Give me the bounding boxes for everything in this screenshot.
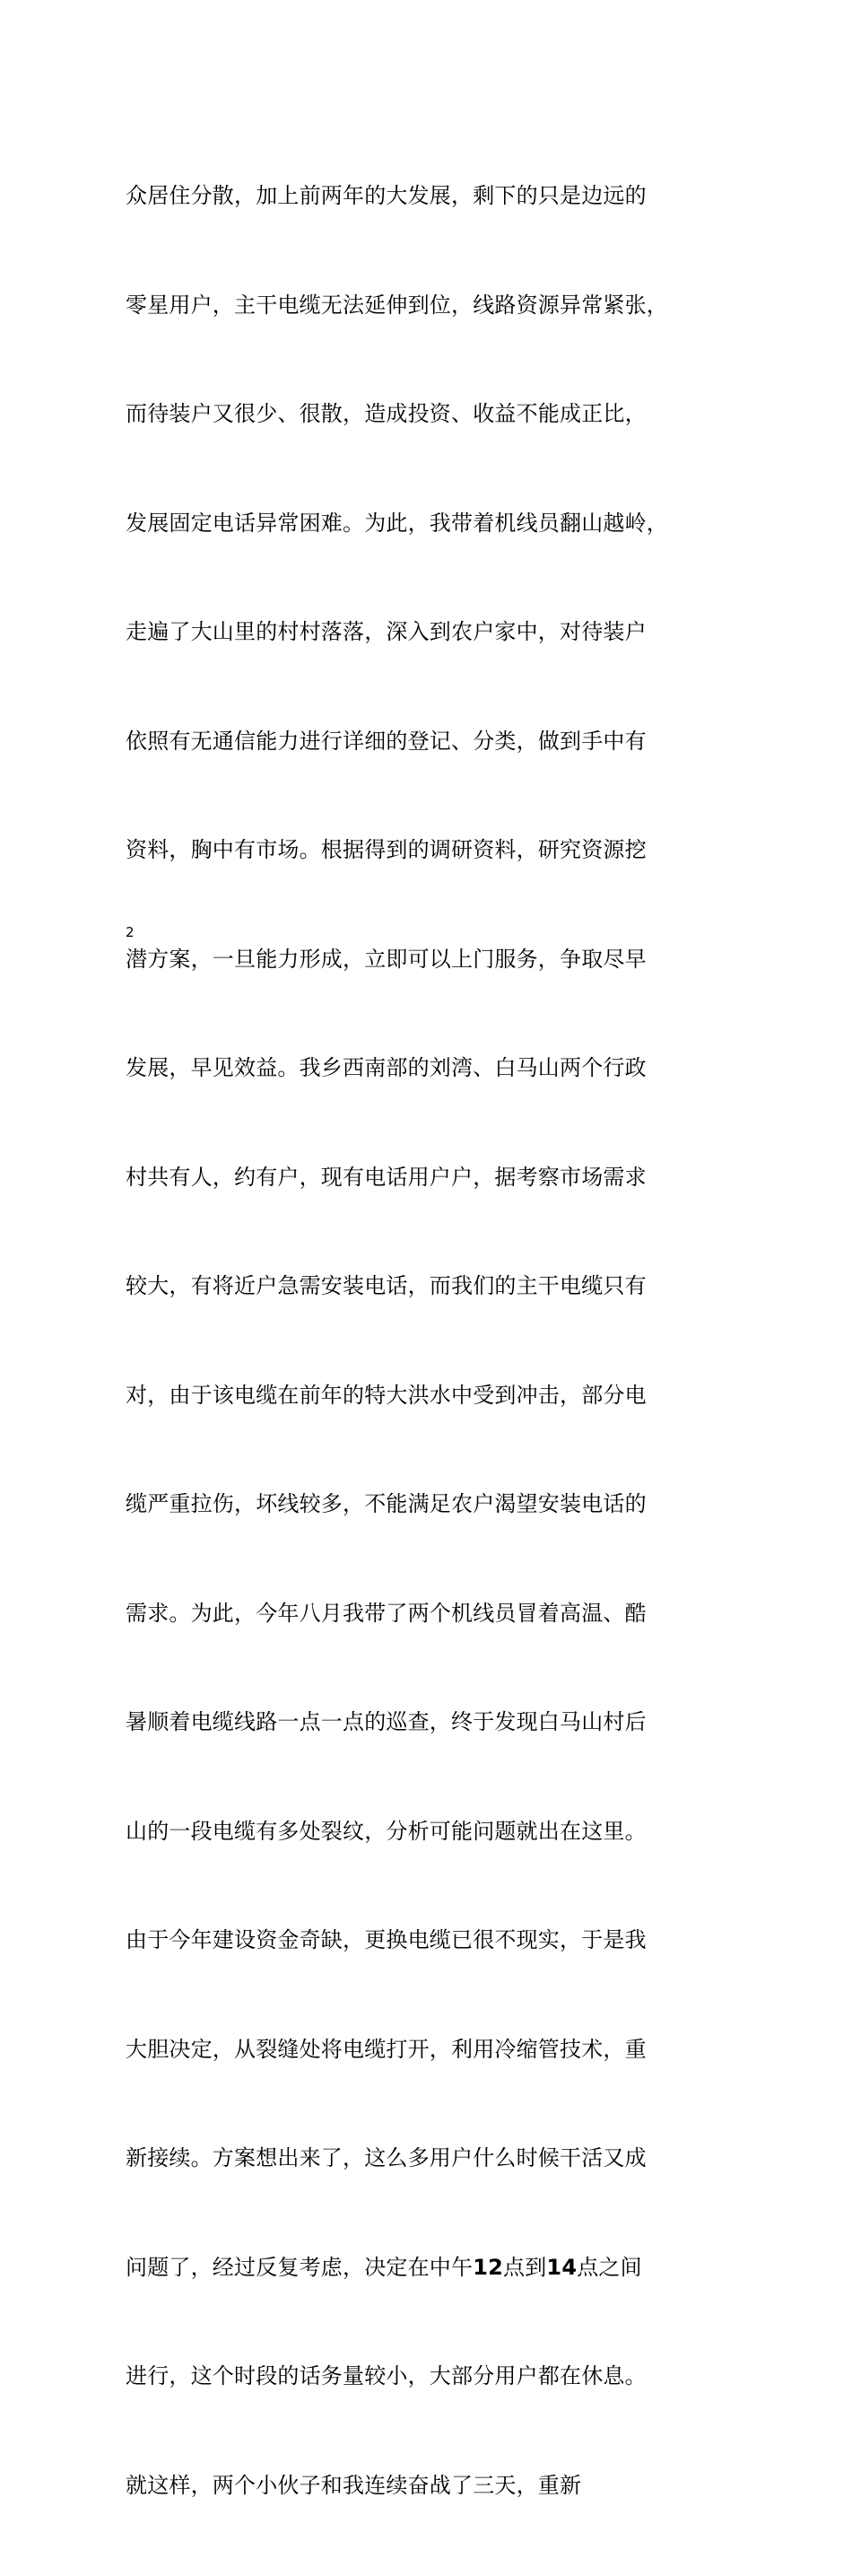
- text-line-20-part-3: 点之间: [577, 2254, 642, 2280]
- text-line-8: 潜方案，一旦能力形成，立即可以上门服务，争取尽早: [126, 946, 647, 972]
- text-line-18: 大胆决定，从裂缝处将电缆打开，利用冷缩管技术，重: [126, 2036, 647, 2062]
- text-line-5: 走遍了大山里的村村落落，深入到农户家中，对待装户: [126, 619, 647, 644]
- text-line-13: 缆严重拉伤，坏线较多，不能满足农户渴望安装电话的: [126, 1491, 647, 1516]
- time-number-14: 14: [546, 2254, 578, 2280]
- text-line-10: 村共有人，约有户，现有电话用户户，据考察市场需求: [126, 1164, 647, 1190]
- text-line-21: 进行，这个时段的话务量较小，大部分用户都在休息。: [126, 2363, 647, 2388]
- text-line-4: 发展固定电话异常困难。为此，我带着机线员翻山越岭，: [126, 510, 668, 536]
- text-line-6: 依照有无通信能力进行详细的登记、分类，做到手中有: [126, 728, 647, 754]
- text-line-20-part-1: 问题了，经过反复考虑，决定在中午: [126, 2254, 474, 2280]
- page-number: 2: [126, 924, 135, 940]
- text-line-3: 而待装户又很少、很散，造成投资、收益不能成正比，: [126, 401, 647, 426]
- text-line-12: 对，由于该电缆在前年的特大洪水中受到冲击，部分电: [126, 1382, 647, 1408]
- text-line-11: 较大，有将近户急需安装电话，而我们的主干电缆只有: [126, 1273, 647, 1298]
- text-line-20-part-2: 点到: [503, 2254, 547, 2280]
- text-line-1: 众居住分散，加上前两年的大发展，剩下的只是边远的: [126, 183, 647, 208]
- text-line-7: 资料，胸中有市场。根据得到的调研资料，研究资源挖: [126, 837, 647, 862]
- text-line-9: 发展，早见效益。我乡西南部的刘湾、白马山两个行政: [126, 1055, 647, 1080]
- time-number-12: 12: [473, 2254, 504, 2280]
- text-line-17: 由于今年建设资金奇缺，更换电缆已很不现实，于是我: [126, 1927, 647, 1952]
- text-line-19: 新接续。方案想出来了，这么多用户什么时候干活又成: [126, 2145, 647, 2170]
- text-line-20: [126, 2249, 735, 2286]
- text-line-14: 需求。为此，今年八月我带了两个机线员冒着高温、酷: [126, 1600, 647, 1626]
- text-line-22: 就这样，两个小伙子和我连续奋战了三天，重新: [126, 2472, 582, 2498]
- text-line-2: 零星用户，主干电缆无法延伸到位，线路资源异常紧张，: [126, 292, 668, 318]
- text-line-15: 暑顺着电缆线路一点一点的巡查，终于发现白马山村后: [126, 1709, 647, 1734]
- text-line-16: 山的一段电缆有多处裂纹，分析可能问题就出在这里。: [126, 1818, 647, 1844]
- body-paragraph: [126, 105, 735, 2576]
